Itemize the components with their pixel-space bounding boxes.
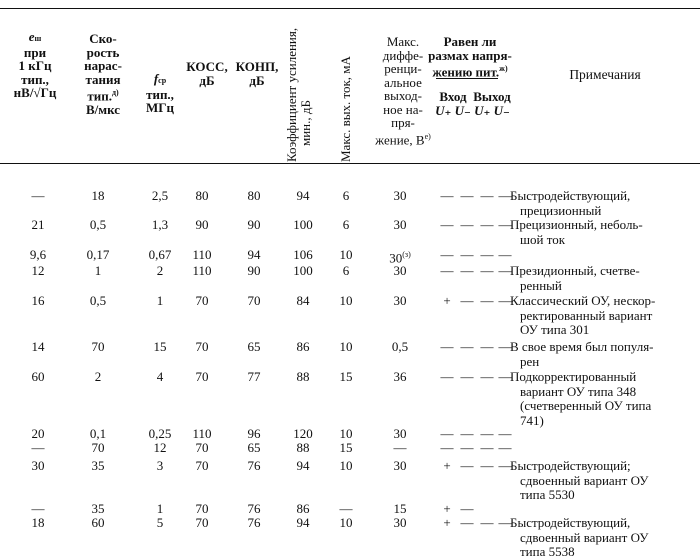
header-max-diff-voltage: Макс. диффе- ренци- альное выход- ное на- пря- жение, $В^{е)}$ [375, 34, 431, 147]
cell-gain: 100 [293, 217, 313, 232]
cell-konp: 94 [247, 247, 261, 262]
cell-fcp: 1 [156, 501, 164, 516]
cell-rail-0: + [443, 501, 451, 516]
cell-fcp: 0,67 [148, 247, 172, 262]
cell-rail-2: — [480, 369, 494, 384]
cell-konp: 65 [247, 339, 261, 354]
cell-fcp: 15 [153, 339, 167, 354]
cell-rail-2: — [480, 339, 494, 354]
note-line: ОУ типа 301 [520, 322, 590, 337]
cell-iout: 6 [342, 263, 350, 278]
cell-rail-2: — [480, 217, 494, 232]
cell-slew: 35 [91, 501, 105, 516]
cell-rail-0: + [443, 458, 451, 473]
note-line: Прецизионный, неболь- [510, 217, 643, 232]
cell-en: — [31, 440, 45, 455]
note-line: В свое время был популя- [510, 339, 654, 354]
cell-note [510, 516, 698, 560]
cell-note [510, 459, 698, 503]
cell-koss: 110 [192, 263, 212, 278]
cell-konp: 90 [247, 217, 261, 232]
cell-fcp: 4 [156, 369, 164, 384]
cell-rail-1: — [460, 247, 474, 262]
cell-slew: 18 [91, 188, 105, 203]
cell-gain: 94 [296, 458, 310, 473]
cell-gain: 106 [293, 247, 313, 262]
header-rail-input: Вход U₊ U₋ [435, 89, 471, 118]
cell-vdiff: $30^{(з)}$ [389, 250, 411, 266]
cell-vdiff: 30 [393, 263, 407, 278]
cell-en: 9,6 [29, 247, 47, 262]
note-line: вариант ОУ типа 348 [520, 383, 637, 399]
cell-fcp: 2,5 [151, 188, 169, 203]
cell-en: 16 [31, 293, 45, 308]
cell-koss: 110 [192, 426, 212, 441]
note-line: Классический ОУ, нескор- [510, 293, 656, 308]
cell-rail-0: — [440, 263, 454, 278]
cell-gain: 86 [296, 501, 310, 516]
header-psrr: КОНП, дБ [235, 59, 279, 88]
note-line: типа 5538 [520, 544, 575, 559]
cell-rail-3: — [498, 217, 512, 232]
cell-rail-3: — [498, 263, 512, 278]
cell-note [510, 370, 698, 428]
note-line: рен [520, 353, 540, 369]
top-rule [0, 8, 700, 9]
cell-en: 20 [31, 426, 45, 441]
cell-rail-3: — [498, 515, 512, 530]
cell-iout: 10 [339, 293, 353, 308]
cell-slew: 0,17 [86, 247, 110, 262]
cell-iout: 15 [339, 369, 353, 384]
header-rail-to-rail: Равен ли размах напря- жению пит.$^{ж)}$ [428, 34, 512, 80]
cell-rail-3: — [498, 293, 512, 308]
header-bottom-rule [0, 163, 700, 164]
cell-koss: 70 [195, 339, 209, 354]
cell-iout: 10 [339, 458, 353, 473]
cell-en: 30 [31, 458, 45, 473]
cell-koss: 70 [195, 440, 209, 455]
cell-koss: 70 [195, 501, 209, 516]
cell-en: 21 [31, 217, 45, 232]
header-rail-output: Выход U₊ U₋ [473, 89, 511, 118]
cell-en: — [31, 501, 45, 516]
cell-en: 60 [31, 369, 45, 384]
cell-gain: 84 [296, 293, 310, 308]
cell-gain: 120 [293, 426, 313, 441]
cell-konp: 96 [247, 426, 261, 441]
cell-slew: 0,5 [89, 217, 107, 232]
cell-iout: 15 [339, 440, 353, 455]
cell-rail-1: — [460, 369, 474, 384]
cell-rail-2: — [480, 247, 494, 262]
header-unity-gain-freq: fср тип., МГц [145, 71, 175, 115]
note-line: Президионный, счетве- [510, 263, 640, 278]
cell-rail-1: — [460, 217, 474, 232]
cell-rail-2: — [480, 426, 494, 441]
cell-koss: 80 [195, 188, 209, 203]
cell-fcp: 5 [156, 515, 164, 530]
cell-fcp: 12 [153, 440, 167, 455]
cell-vdiff: 0,5 [391, 339, 409, 354]
cell-konp: 90 [247, 263, 261, 278]
cell-konp: 70 [247, 293, 261, 308]
cell-konp: 77 [247, 369, 261, 384]
cell-fcp: 2 [156, 263, 164, 278]
cell-note [510, 340, 698, 369]
cell-rail-2: — [480, 440, 494, 455]
cell-koss: 90 [195, 217, 209, 232]
note-line: ректированный вариант [520, 307, 653, 323]
cell-gain: 94 [296, 515, 310, 530]
cell-note [510, 294, 698, 338]
cell-rail-1: — [460, 339, 474, 354]
cell-vdiff: 30 [393, 217, 407, 232]
cell-slew: 2 [94, 369, 102, 384]
cell-slew: 70 [91, 440, 105, 455]
cell-vdiff: 30 [393, 293, 407, 308]
note-line: прецизионный [520, 202, 602, 218]
cell-koss: 70 [195, 293, 209, 308]
cell-iout: 10 [339, 247, 353, 262]
cell-vdiff: 30 [393, 458, 407, 473]
cell-en: 18 [31, 515, 45, 530]
cell-iout: 10 [339, 339, 353, 354]
cell-gain: 100 [293, 263, 313, 278]
cell-rail-3: — [498, 247, 512, 262]
cell-slew: 35 [91, 458, 105, 473]
cell-iout: — [339, 501, 353, 516]
cell-rail-1: — [460, 515, 474, 530]
cell-rail-0: — [440, 247, 454, 262]
cell-rail-0: — [440, 440, 454, 455]
header-gain-vertical: Коэффициент усиления, мин., дБ [284, 27, 313, 162]
cell-rail-0: — [440, 188, 454, 203]
cell-rail-1: — [460, 458, 474, 473]
cell-slew: 0,5 [89, 293, 107, 308]
cell-koss: 70 [195, 515, 209, 530]
cell-koss: 70 [195, 369, 209, 384]
cell-koss: 70 [195, 458, 209, 473]
note-line: (счетверенный ОУ типа [520, 398, 652, 413]
cell-vdiff: — [393, 440, 407, 455]
cell-gain: 86 [296, 339, 310, 354]
cell-rail-1: — [460, 501, 474, 516]
cell-konp: 76 [247, 515, 261, 530]
header-notes: Примечания [569, 67, 641, 82]
note-line: сдвоенный вариант ОУ [520, 529, 649, 545]
cell-fcp: 3 [156, 458, 164, 473]
cell-rail-2: — [480, 293, 494, 308]
cell-konp: 65 [247, 440, 261, 455]
cell-rail-0: — [440, 426, 454, 441]
cell-rail-3: — [498, 339, 512, 354]
cell-rail-2: — [480, 188, 494, 203]
cell-en: — [31, 188, 45, 203]
cell-rail-0: + [443, 515, 451, 530]
cell-en: 12 [31, 263, 45, 278]
cell-konp: 76 [247, 501, 261, 516]
note-line: Быстродействующий, [510, 188, 631, 203]
footnote-mark: (з) [402, 250, 411, 259]
note-line: Быстродействующий, [510, 515, 631, 530]
cell-rail-0: — [440, 217, 454, 232]
cell-note [510, 264, 698, 293]
cell-fcp: 1 [156, 293, 164, 308]
cell-rail-0: — [440, 339, 454, 354]
cell-vdiff: 30 [393, 188, 407, 203]
cell-rail-3: — [498, 188, 512, 203]
note-line: шой ток [520, 231, 566, 247]
cell-vdiff: 15 [393, 501, 407, 516]
cell-slew: 0,1 [89, 426, 107, 441]
cell-en: 14 [31, 339, 45, 354]
cell-vdiff: 30 [393, 515, 407, 530]
cell-rail-3: — [498, 440, 512, 455]
cell-rail-1: — [460, 440, 474, 455]
cell-note [510, 189, 698, 218]
cell-rail-0: — [440, 369, 454, 384]
cell-fcp: 0,25 [148, 426, 172, 441]
cell-iout: 10 [339, 426, 353, 441]
cell-slew: 60 [91, 515, 105, 530]
header-slew-rate: Ско- рость нараc- тания тип.$^{д)}$ В/мкс [84, 31, 122, 117]
cell-rail-1: — [460, 188, 474, 203]
cell-rail-3: — [498, 369, 512, 384]
cell-rail-2: — [480, 515, 494, 530]
cell-gain: 94 [296, 188, 310, 203]
cell-rail-2: — [480, 263, 494, 278]
cell-koss: 110 [192, 247, 212, 262]
cell-rail-3: — [498, 426, 512, 441]
cell-rail-2: — [480, 458, 494, 473]
cell-slew: 1 [94, 263, 102, 278]
cell-konp: 80 [247, 188, 261, 203]
cell-vdiff: 30 [393, 426, 407, 441]
cell-rail-1: — [460, 263, 474, 278]
cell-rail-1: — [460, 293, 474, 308]
note-line: типа 5530 [520, 487, 575, 502]
cell-rail-1: — [460, 426, 474, 441]
note-line: Подкорректированный [510, 369, 637, 384]
cell-fcp: 1,3 [151, 217, 169, 232]
header-max-output-current: Макс. вых. ток, мА [338, 56, 353, 162]
note-line: 741) [520, 412, 544, 428]
cell-konp: 76 [247, 458, 261, 473]
header-cmrr: КОСС, дБ [186, 59, 228, 88]
cell-note [510, 218, 698, 247]
cell-rail-3: — [498, 458, 512, 473]
cell-iout: 6 [342, 217, 350, 232]
cell-iout: 6 [342, 188, 350, 203]
header-noise-density: eш при 1 кГц тип., нВ/√Гц [13, 29, 57, 100]
cell-iout: 10 [339, 515, 353, 530]
cell-slew: 70 [91, 339, 105, 354]
cell-rail-0: + [443, 293, 451, 308]
cell-vdiff: 36 [393, 369, 407, 384]
cell-gain: 88 [296, 440, 310, 455]
cell-gain: 88 [296, 369, 310, 384]
note-line: Быстродействующий; [510, 458, 631, 473]
note-line: ренный [520, 277, 562, 293]
note-line: сдвоенный вариант ОУ [520, 472, 649, 488]
